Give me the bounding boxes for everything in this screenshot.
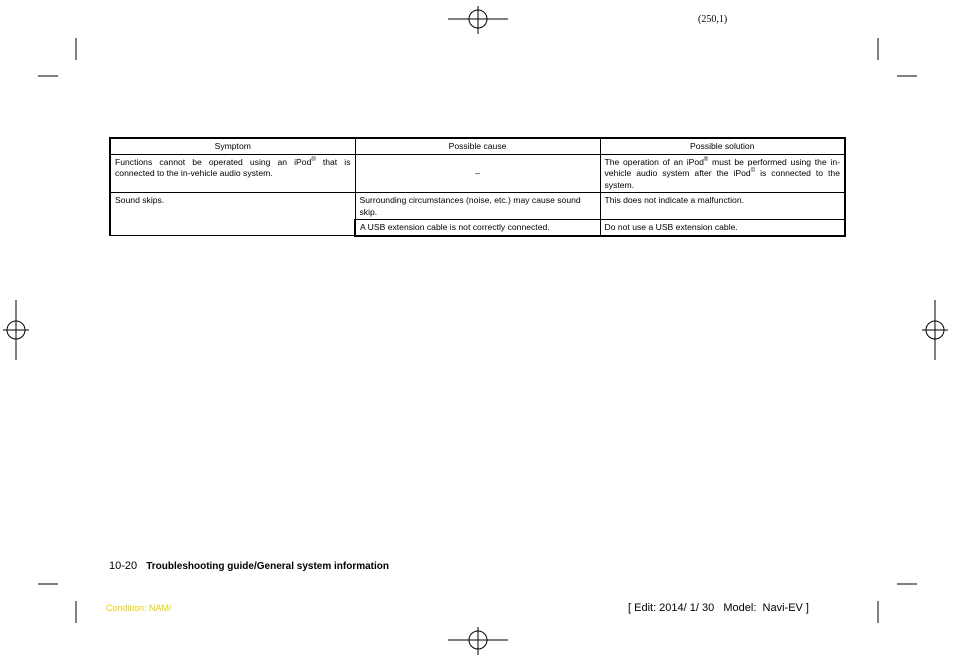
edit-info: [ Edit: 2014/ 1/ 30 Model: Navi-EV ] <box>628 602 809 614</box>
registration-mark-left-icon <box>3 300 29 360</box>
section-title: Troubleshooting guide/General system information <box>146 561 390 572</box>
symptom-cell: Functions cannot be operated using an iPod® that is connected to the in-vehicle audio system. <box>110 154 355 193</box>
symptom-cell: Sound skips. <box>110 193 355 236</box>
solution-cell: The operation of an iPod® must be performed using the in-vehicle audio system after the iPod© is connected to the system. <box>600 154 845 193</box>
page-footer <box>109 560 389 572</box>
column-header-symptom: Symptom <box>110 138 355 154</box>
solution-cell: This does not indicate a malfunction. <box>600 193 845 220</box>
corner-crop-marks-icon <box>38 38 917 623</box>
cause-cell: A USB extension cable is not correctly connected. <box>355 220 600 236</box>
page-reference: (250,1) <box>698 14 728 25</box>
condition-label: Condition: NAM/ <box>106 603 172 613</box>
troubleshooting-table <box>109 137 846 237</box>
cause-cell: – <box>355 154 600 193</box>
registration-mark-bottom-icon <box>448 627 508 655</box>
cause-cell: Surrounding circumstances (noise, etc.) may cause sound skip. <box>355 193 600 220</box>
registration-mark-top-icon <box>448 6 508 34</box>
table-row <box>110 193 845 220</box>
table-row <box>110 154 845 193</box>
page-number: 10-20 <box>109 560 138 572</box>
table-header-row <box>110 138 845 154</box>
column-header-possible-solution: Possible solution <box>600 138 845 154</box>
solution-cell: Do not use a USB extension cable. <box>600 220 845 236</box>
registration-mark-right-icon <box>922 300 948 360</box>
column-header-possible-cause: Possible cause <box>355 138 600 154</box>
